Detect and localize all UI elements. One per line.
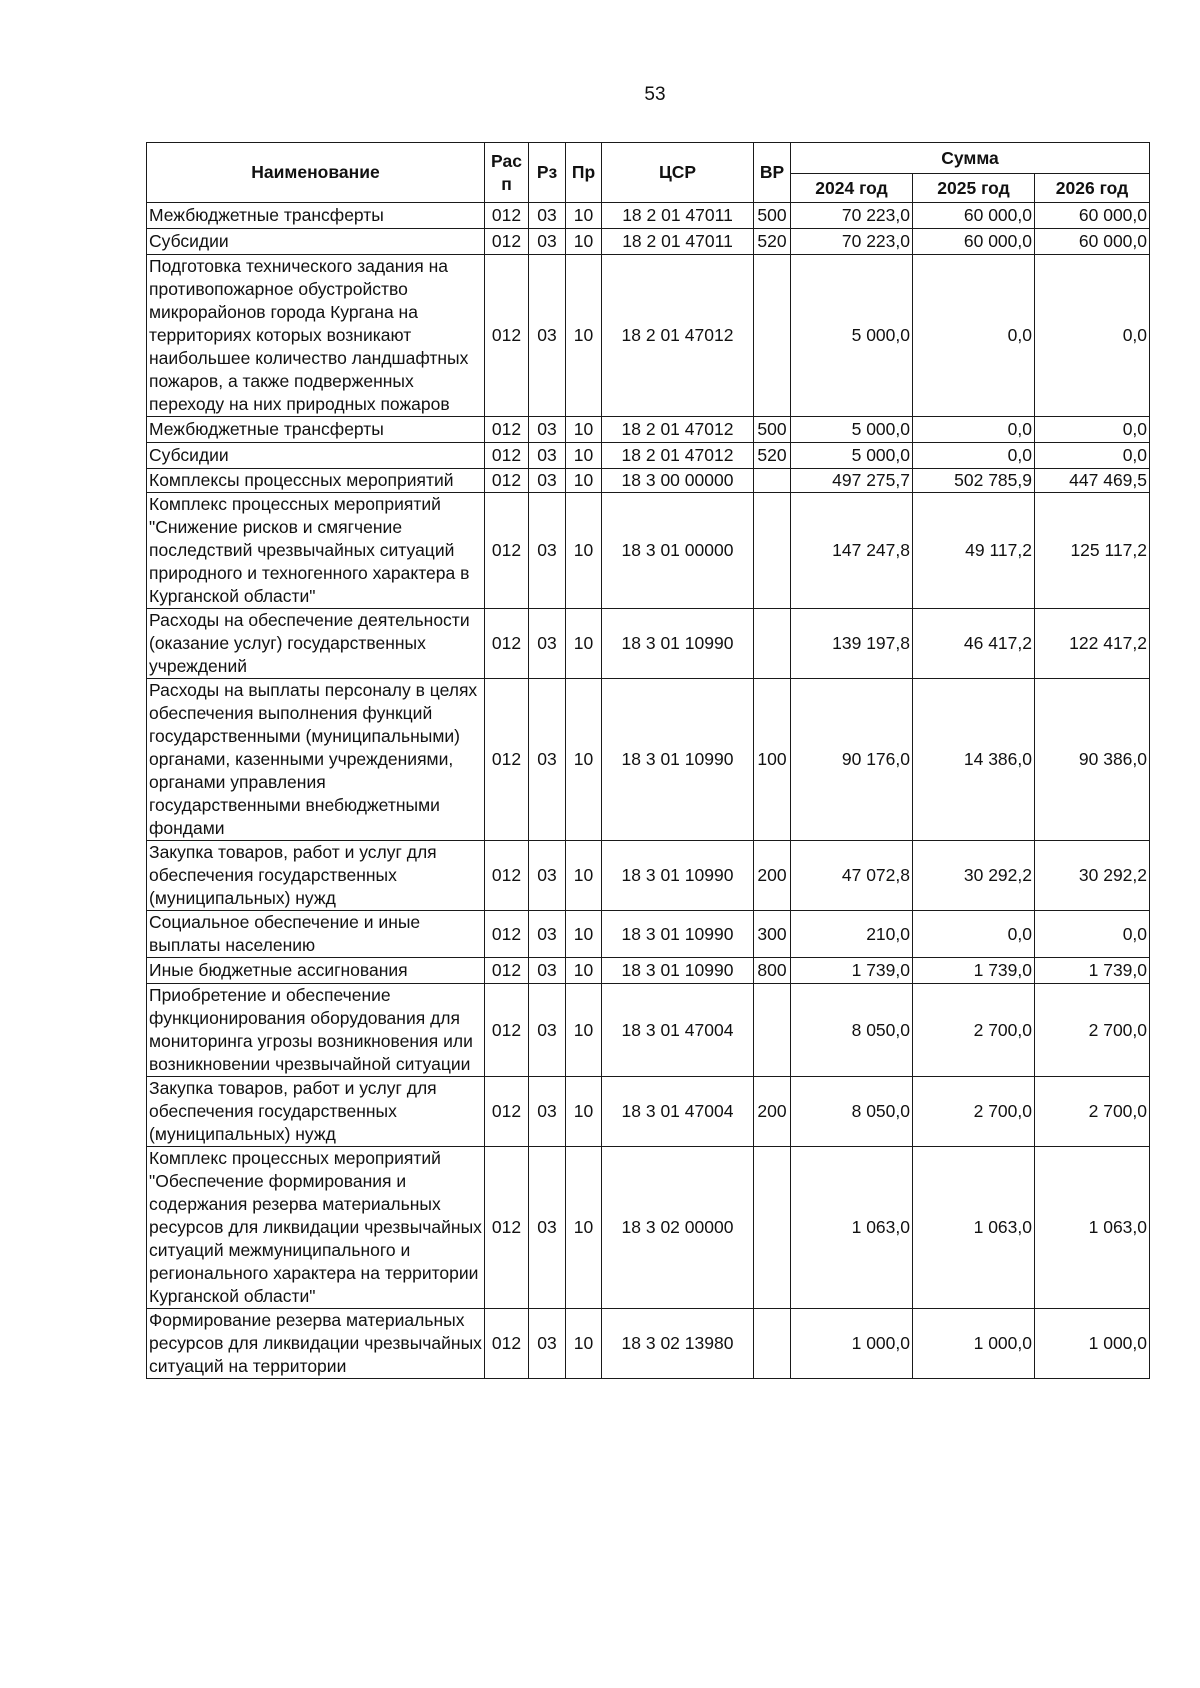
table-row [147, 1309, 1150, 1379]
cell-2026: 447 469,5 [1035, 469, 1150, 493]
cell-rasp: 012 [485, 911, 529, 958]
cell-2024: 8 050,0 [791, 1077, 913, 1147]
cell-2026: 2 700,0 [1035, 1077, 1150, 1147]
cell-name: Межбюджетные трансферты [147, 203, 485, 229]
cell-vr: 500 [754, 417, 791, 443]
cell-rasp: 012 [485, 469, 529, 493]
table-row [147, 417, 1150, 443]
cell-2024: 5 000,0 [791, 417, 913, 443]
cell-csr: 18 2 01 47012 [602, 417, 754, 443]
cell-rz: 03 [529, 679, 566, 841]
cell-2024: 8 050,0 [791, 984, 913, 1077]
cell-csr: 18 3 01 10990 [602, 841, 754, 911]
cell-vr: 800 [754, 958, 791, 984]
cell-csr: 18 3 01 10990 [602, 609, 754, 679]
cell-csr: 18 3 02 00000 [602, 1147, 754, 1309]
cell-2025: 14 386,0 [913, 679, 1035, 841]
cell-pr: 10 [566, 493, 602, 609]
header-rz: Рз [529, 143, 566, 203]
table-row [147, 609, 1150, 679]
cell-2026: 1 739,0 [1035, 958, 1150, 984]
cell-name: Субсидии [147, 443, 485, 469]
cell-vr: 520 [754, 229, 791, 255]
cell-vr [754, 1147, 791, 1309]
cell-csr: 18 3 01 47004 [602, 1077, 754, 1147]
cell-csr: 18 3 01 00000 [602, 493, 754, 609]
cell-pr: 10 [566, 1309, 602, 1379]
cell-vr: 200 [754, 1077, 791, 1147]
cell-2024: 210,0 [791, 911, 913, 958]
table-row [147, 493, 1150, 609]
cell-2025: 1 000,0 [913, 1309, 1035, 1379]
cell-2026: 1 063,0 [1035, 1147, 1150, 1309]
cell-vr [754, 469, 791, 493]
cell-rasp: 012 [485, 609, 529, 679]
table-row [147, 229, 1150, 255]
cell-rasp: 012 [485, 1077, 529, 1147]
cell-csr: 18 3 00 00000 [602, 469, 754, 493]
cell-vr: 300 [754, 911, 791, 958]
cell-pr: 10 [566, 229, 602, 255]
cell-rz: 03 [529, 911, 566, 958]
cell-rz: 03 [529, 1309, 566, 1379]
cell-2025: 0,0 [913, 255, 1035, 417]
cell-vr: 200 [754, 841, 791, 911]
cell-csr: 18 2 01 47012 [602, 443, 754, 469]
cell-pr: 10 [566, 911, 602, 958]
cell-rz: 03 [529, 609, 566, 679]
cell-rz: 03 [529, 1147, 566, 1309]
cell-pr: 10 [566, 609, 602, 679]
table-row [147, 203, 1150, 229]
cell-name: Комплекс процессных мероприятий "Снижение рисков и смягчение последствий чрезвычайных ситуаций природного и техногенного характера в Курганской области" [147, 493, 485, 609]
cell-2024: 147 247,8 [791, 493, 913, 609]
cell-2025: 1 063,0 [913, 1147, 1035, 1309]
cell-csr: 18 3 01 10990 [602, 679, 754, 841]
cell-name: Расходы на выплаты персоналу в целях обеспечения выполнения функций государственными (муниципальными) органами, казенными учреждениями, органами управления государственными внебюджетными фондами [147, 679, 485, 841]
cell-2026: 60 000,0 [1035, 229, 1150, 255]
cell-2026: 0,0 [1035, 417, 1150, 443]
table-row [147, 841, 1150, 911]
cell-rasp: 012 [485, 984, 529, 1077]
cell-vr [754, 1309, 791, 1379]
cell-vr [754, 255, 791, 417]
cell-name: Приобретение и обеспечение функционирования оборудования для мониторинга угрозы возникновения или возникновении чрезвычайной ситуации [147, 984, 485, 1077]
cell-vr: 500 [754, 203, 791, 229]
cell-2026: 122 417,2 [1035, 609, 1150, 679]
header-year-2024: 2024 год [791, 174, 913, 203]
cell-2024: 1 739,0 [791, 958, 913, 984]
cell-rz: 03 [529, 417, 566, 443]
table-row [147, 911, 1150, 958]
cell-2026: 30 292,2 [1035, 841, 1150, 911]
header-rasp: Рас п [485, 143, 529, 203]
cell-pr: 10 [566, 469, 602, 493]
cell-name: Социальное обеспечение и иные выплаты населению [147, 911, 485, 958]
header-vr: ВР [754, 143, 791, 203]
cell-rasp: 012 [485, 679, 529, 841]
table-row [147, 1077, 1150, 1147]
cell-rasp: 012 [485, 229, 529, 255]
cell-pr: 10 [566, 958, 602, 984]
cell-2026: 0,0 [1035, 911, 1150, 958]
cell-csr: 18 3 01 10990 [602, 958, 754, 984]
cell-2025: 0,0 [913, 417, 1035, 443]
cell-name: Комплексы процессных мероприятий [147, 469, 485, 493]
cell-vr [754, 984, 791, 1077]
cell-rz: 03 [529, 1077, 566, 1147]
cell-2026: 60 000,0 [1035, 203, 1150, 229]
cell-2024: 47 072,8 [791, 841, 913, 911]
cell-csr: 18 3 01 47004 [602, 984, 754, 1077]
cell-rz: 03 [529, 958, 566, 984]
cell-name: Закупка товаров, работ и услуг для обеспечения государственных (муниципальных) нужд [147, 1077, 485, 1147]
cell-rasp: 012 [485, 493, 529, 609]
table-row [147, 255, 1150, 417]
cell-2025: 2 700,0 [913, 984, 1035, 1077]
cell-rasp: 012 [485, 203, 529, 229]
cell-pr: 10 [566, 841, 602, 911]
cell-rz: 03 [529, 203, 566, 229]
cell-vr: 100 [754, 679, 791, 841]
cell-2024: 70 223,0 [791, 203, 913, 229]
cell-rasp: 012 [485, 958, 529, 984]
cell-2026: 0,0 [1035, 255, 1150, 417]
budget-table [146, 142, 1150, 1379]
cell-2024: 90 176,0 [791, 679, 913, 841]
cell-2026: 1 000,0 [1035, 1309, 1150, 1379]
cell-2025: 0,0 [913, 911, 1035, 958]
cell-pr: 10 [566, 1147, 602, 1309]
header-year-2026: 2026 год [1035, 174, 1150, 203]
cell-2024: 1 000,0 [791, 1309, 913, 1379]
cell-rasp: 012 [485, 1309, 529, 1379]
header-pr: Пр [566, 143, 602, 203]
cell-vr [754, 493, 791, 609]
cell-2026: 0,0 [1035, 443, 1150, 469]
cell-2024: 5 000,0 [791, 443, 913, 469]
cell-2024: 1 063,0 [791, 1147, 913, 1309]
cell-csr: 18 2 01 47011 [602, 203, 754, 229]
cell-2025: 46 417,2 [913, 609, 1035, 679]
cell-csr: 18 2 01 47011 [602, 229, 754, 255]
cell-pr: 10 [566, 984, 602, 1077]
cell-2025: 60 000,0 [913, 203, 1035, 229]
cell-2026: 90 386,0 [1035, 679, 1150, 841]
cell-2025: 2 700,0 [913, 1077, 1035, 1147]
header-sum: Сумма [791, 143, 1150, 174]
page-number: 53 [644, 84, 666, 105]
cell-rz: 03 [529, 255, 566, 417]
cell-2026: 2 700,0 [1035, 984, 1150, 1077]
cell-rz: 03 [529, 984, 566, 1077]
cell-name: Формирование резерва материальных ресурсов для ликвидации чрезвычайных ситуаций на территории [147, 1309, 485, 1379]
header-year-2025: 2025 год [913, 174, 1035, 203]
cell-csr: 18 3 02 13980 [602, 1309, 754, 1379]
cell-name: Комплекс процессных мероприятий "Обеспечение формирования и содержания резерва материальных ресурсов для ликвидации чрезвычайных ситуаций межмуниципального и регионального характера на территории Курганской области" [147, 1147, 485, 1309]
cell-rz: 03 [529, 469, 566, 493]
cell-2024: 70 223,0 [791, 229, 913, 255]
cell-csr: 18 2 01 47012 [602, 255, 754, 417]
cell-csr: 18 3 01 10990 [602, 911, 754, 958]
table-row [147, 679, 1150, 841]
cell-2025: 502 785,9 [913, 469, 1035, 493]
table-row [147, 469, 1150, 493]
cell-rasp: 012 [485, 417, 529, 443]
cell-pr: 10 [566, 255, 602, 417]
cell-rasp: 012 [485, 841, 529, 911]
cell-name: Расходы на обеспечение деятельности (оказание услуг) государственных учреждений [147, 609, 485, 679]
cell-2025: 1 739,0 [913, 958, 1035, 984]
cell-pr: 10 [566, 417, 602, 443]
table-header-row [147, 143, 1150, 174]
cell-pr: 10 [566, 203, 602, 229]
cell-2025: 60 000,0 [913, 229, 1035, 255]
cell-2025: 0,0 [913, 443, 1035, 469]
cell-rz: 03 [529, 841, 566, 911]
cell-rasp: 012 [485, 255, 529, 417]
cell-2025: 30 292,2 [913, 841, 1035, 911]
cell-2025: 49 117,2 [913, 493, 1035, 609]
header-name: Наименование [147, 143, 485, 203]
cell-rz: 03 [529, 229, 566, 255]
cell-name: Подготовка технического задания на противопожарное обустройство микрорайонов города Кургана на территориях которых возникают наибольшее количество ландшафтных пожаров, а также подверженных переходу на них природных пожаров [147, 255, 485, 417]
cell-2026: 125 117,2 [1035, 493, 1150, 609]
cell-2024: 139 197,8 [791, 609, 913, 679]
cell-vr [754, 609, 791, 679]
table-row [147, 984, 1150, 1077]
cell-rasp: 012 [485, 1147, 529, 1309]
cell-2024: 5 000,0 [791, 255, 913, 417]
table-row [147, 443, 1150, 469]
cell-name: Межбюджетные трансферты [147, 417, 485, 443]
cell-rasp: 012 [485, 443, 529, 469]
cell-pr: 10 [566, 679, 602, 841]
cell-vr: 520 [754, 443, 791, 469]
cell-pr: 10 [566, 1077, 602, 1147]
cell-name: Иные бюджетные ассигнования [147, 958, 485, 984]
table-row [147, 1147, 1150, 1309]
cell-2024: 497 275,7 [791, 469, 913, 493]
table-row [147, 958, 1150, 984]
cell-name: Субсидии [147, 229, 485, 255]
cell-pr: 10 [566, 443, 602, 469]
header-csr: ЦСР [602, 143, 754, 203]
cell-name: Закупка товаров, работ и услуг для обеспечения государственных (муниципальных) нужд [147, 841, 485, 911]
cell-rz: 03 [529, 493, 566, 609]
cell-rz: 03 [529, 443, 566, 469]
